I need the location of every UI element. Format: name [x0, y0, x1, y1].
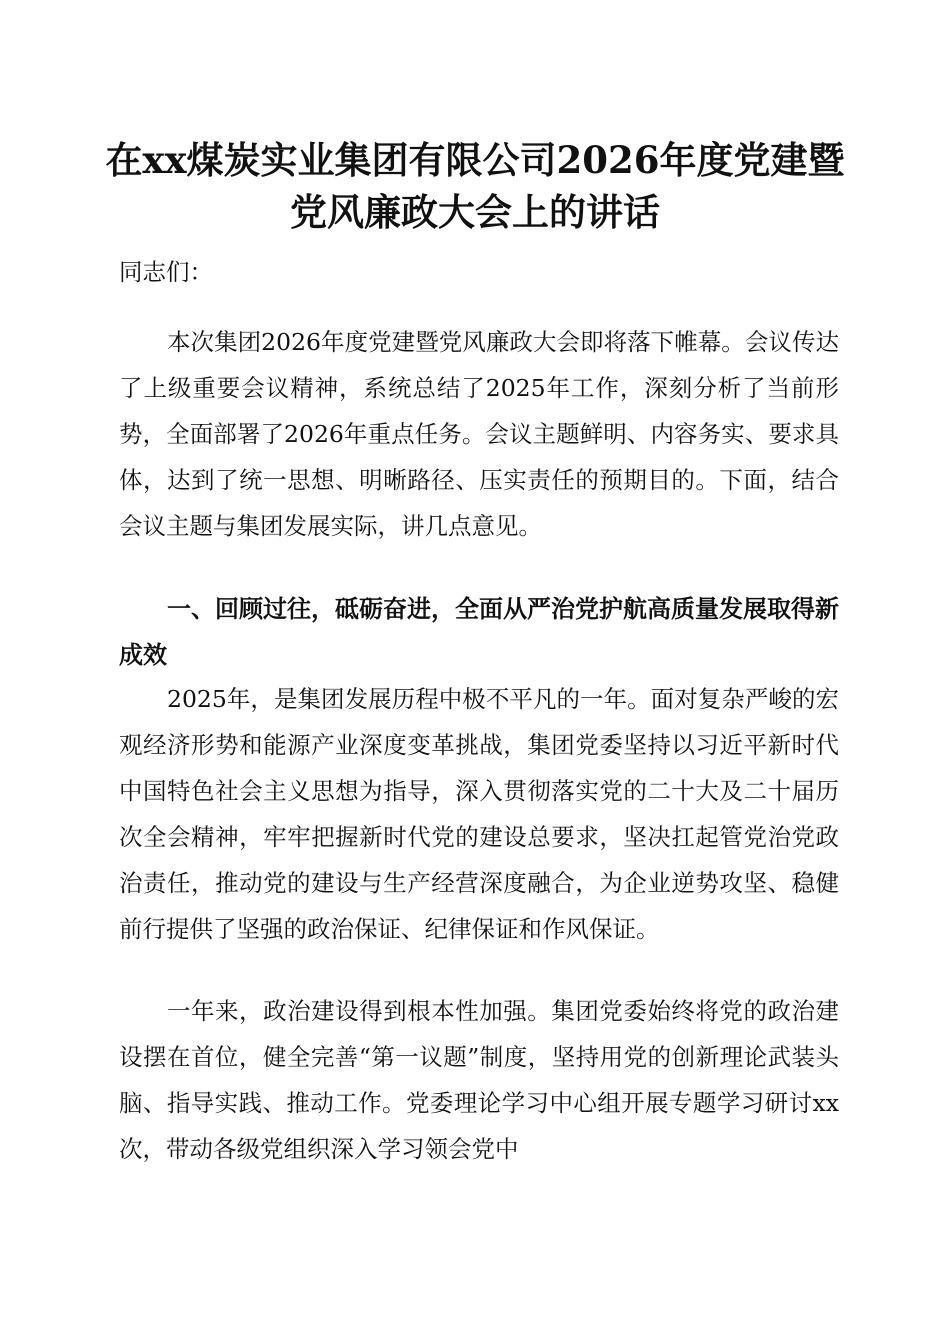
- section-heading-1: 一、回顾过往，砥砺奋进，全面从严治党护航高质量发展取得新成效: [119, 595, 839, 669]
- document-title-line-2: 党风廉政大会上的讲话: [290, 190, 660, 234]
- paragraph-political-building: 一年来，政治建设得到根本性加强。集团党委始终将党的政治建设摆在首位，健全完善“第一议题”制度，坚持用党的创新理论武装头脑、指导实践、推动工作。党委理论学习中心组开展专题学习研讨xx次，带动各级党组织深入学习领会党中: [119, 997, 839, 1163]
- document-title-line-1: 在xx煤炭实业集团有限公司2026年度党建暨: [105, 138, 845, 182]
- salutation: 同志们：: [119, 258, 213, 286]
- paragraph-review: 2025年，是集团发展历程中极不平凡的一年。面对复杂严峻的宏观经济形势和能源产业深度变革挑战，集团党委坚持以习近平新时代中国特色社会主义思想为指导，深入贯彻落实党的二十大及二十届历次全会精神，牢牢把握新时代党的建设总要求，坚决扛起管党治党政治责任，推动党的建设与生产经营深度融合，为企业逆势攻坚、稳健前行提供了坚强的政治保证、纪律保证和作风保证。: [119, 685, 839, 943]
- paragraph-opening: 本次集团2026年度党建暨党风廉政大会即将落下帷幕。会议传达了上级重要会议精神，系统总结了2025年工作，深刻分析了当前形势，全面部署了2026年重点任务。会议主题鲜明、内容务实、要求具体，达到了统一思想、明晰路径、压实责任的预期目的。下面，结合会议主题与集团发展实际，讲几点意见。: [119, 328, 839, 540]
